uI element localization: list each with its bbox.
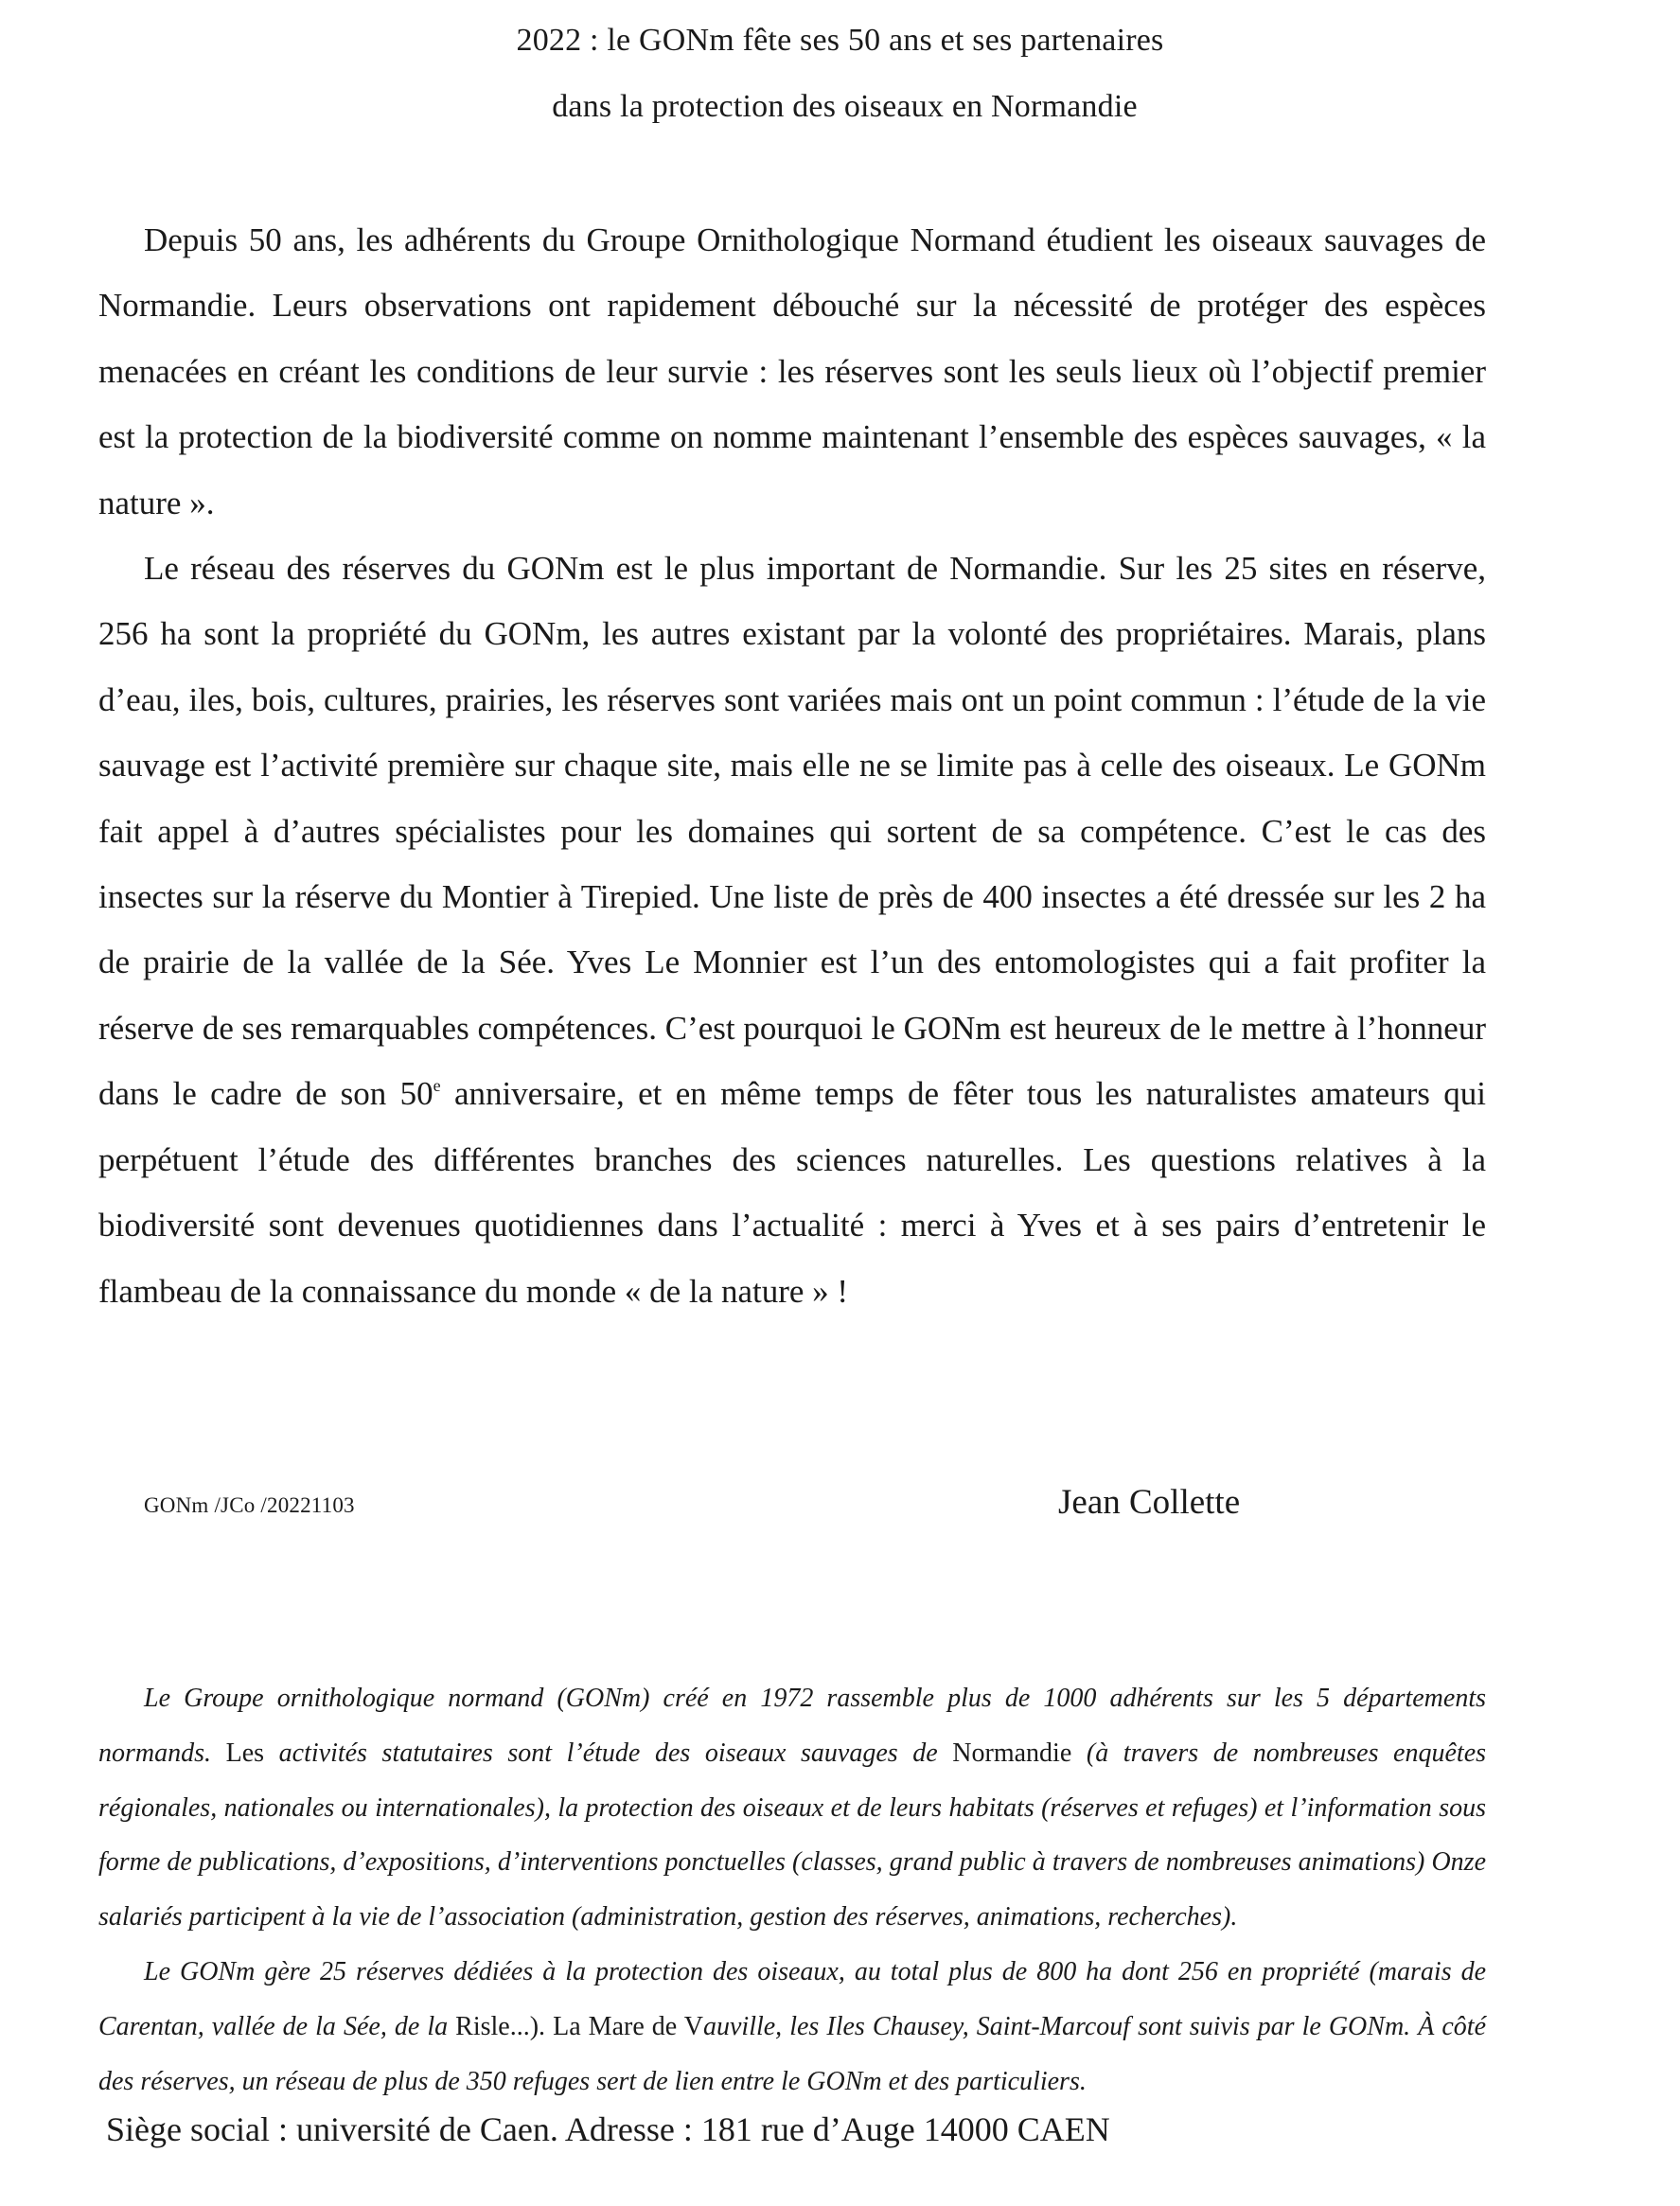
footer-p2-text-b: gère 25 réserves dédiées à la protection des oiseaux, au total plus de 800 ha dont 256 en propriété (marais de Carentan, vallée de la Sée, de la <box>98 1956 1487 2041</box>
ordinal-superscript: e <box>433 1076 441 1096</box>
footer-p1-text-a: Le Groupe ornithologique normand (GONm) créé en 1972 rassemble plus de 1000 adhérents sur les 5 départements normands. <box>98 1684 1486 1768</box>
footer-p1-upright-b: Normandie <box>952 1738 1072 1768</box>
footer-paragraph-1 <box>98 1671 1486 1945</box>
body-paragraph-2-start: Le réseau des réserves du GONm est le plus important de Normandie. Sur les 25 sites en réserve, 256 ha sont la propriété du GONm, les autres existant par la volonté des propriétaires. Marais, plans d’eau, iles, bois, cultures, prairies, les réserves sont variées mais ont un point commun : l’étude de la vie sauvage est l’activité première sur chaque site, mais elle ne se limite pas à celle des oiseaux. Le GONm fait appel à d’autres spécialistes pour les domaines qui sortent de sa compétence. C’est le cas des insectes sur la réserve du Montier à Tirepied. Une liste de près de 400 insectes a été dressée sur les 2 ha de prairie de la vallée de la Sée. Yves Le Monnier est l’un des entomologistes qui a fait profiter la réserve de ses remarquables compétences. C’est pourquoi le GONm est heureux de le mettre à l’honneur dans le cadre de son 50 <box>98 550 1486 1113</box>
body-paragraph-2-end: anniversaire, et en même temps de fêter tous les naturalistes amateurs qui perpétuent l’étude des différentes branches des sciences naturelles. Les questions relatives à la biodiversité sont devenues quotidiennes dans l’actualité : merci à Yves et à ses pairs d’entretenir le flambeau de la connaissance du monde « de la nature » ! <box>98 1075 1486 1310</box>
body-paragraph-1: Depuis 50 ans, les adhérents du Groupe Ornithologique Normand étudient les oiseaux sauvages de Normandie. Leurs observations ont rapidement débouché sur la nécessité de protéger des espèces menacées en créant les conditions de leur survie : les réserves sont les seuls lieux où l’objectif premier est la protection de la biodiversité comme on nomme maintenant l’ensemble des espèces sauvages, « la nature ». <box>98 221 1486 521</box>
document-reference: GONm /JCo /20221103 <box>144 1493 355 1517</box>
footer-p1-text-b: activités statutaires sont l’étude des oiseaux sauvages de <box>264 1738 953 1768</box>
footer-p2-text-m: m <box>236 1956 256 1986</box>
organization-description <box>98 1671 1486 2109</box>
title-line-2: dans la protection des oiseaux en Normandie <box>552 89 1138 124</box>
body-paragraph-2 <box>98 536 1486 1324</box>
document-title <box>0 8 1680 140</box>
footer-p1-upright-a: Les <box>225 1738 265 1768</box>
author-signature: Jean Collette <box>1058 1483 1241 1522</box>
footer-p1-text-c: (à travers de nombreuses enquêtes régionales, nationales ou internationales), la protection des oiseaux et de leurs habitats (réserves et refuges) et l’information sous forme de publications, d’expositions, d’interventions ponctuelles (classes, grand public à travers de nombreuses animations) Onze salariés participent à la vie de l’association (administration, gestion des réserves, animations, recherches). <box>98 1738 1487 1932</box>
footer-p2-text-c: auville, les Iles Chausey, Saint-Marcouf sont suivis par le GONm. À côté des réserves, un réseau de plus de 350 refuges sert de lien entre le GONm et des particuliers. <box>98 2011 1486 2096</box>
article-body <box>98 207 1486 1324</box>
headquarters-address: Siège social : université de Caen. Adresse : 181 rue d’Auge 14000 CAEN <box>106 2110 1110 2148</box>
footer-p2-text-a: Le GON <box>144 1956 237 1986</box>
footer-p2-upright: Risle...). La Mare de V <box>455 2011 703 2041</box>
title-line-1: 2022 : le GONm fête ses 50 ans et ses partenaires <box>516 23 1164 58</box>
footer-paragraph-2 <box>98 1945 1486 2109</box>
